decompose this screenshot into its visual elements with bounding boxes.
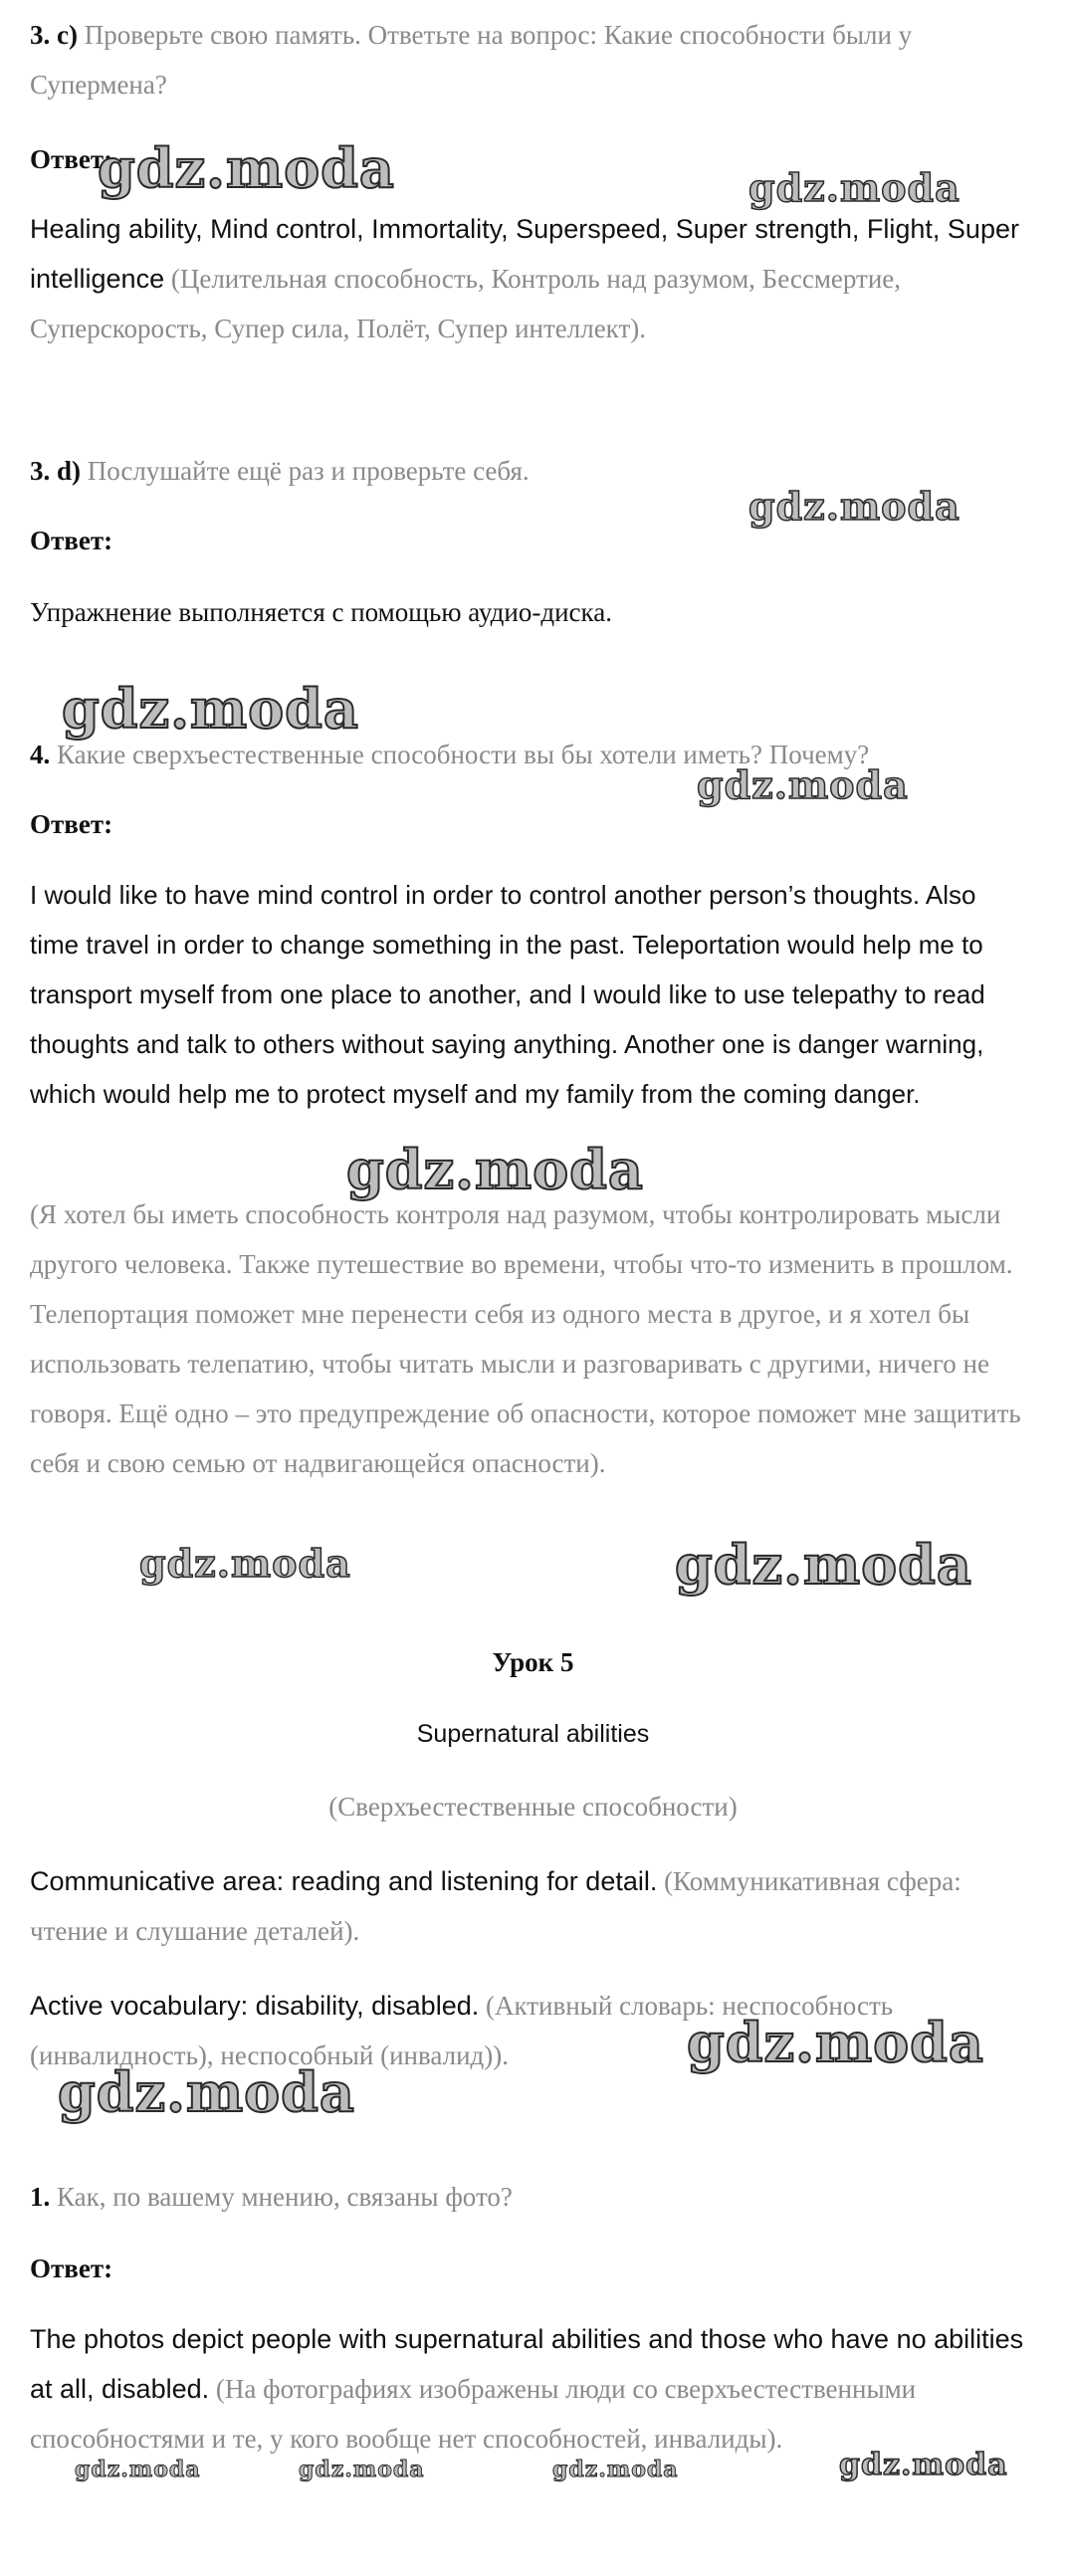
question-number: 4. <box>30 740 51 769</box>
answer-label: Ответ: <box>30 2254 113 2283</box>
answer-translation: (Целительная способность, Контроль над разумом, Бессмертие, Суперскорость, Супер сила, Полёт, Супер интеллект). <box>30 264 902 343</box>
question-number: 3. c) <box>30 20 78 50</box>
watermark: gdz.moda <box>75 2457 201 2482</box>
active-vocabulary <box>30 1981 1025 2080</box>
watermark: gdz.moda <box>675 1533 972 1597</box>
answer-4-translation: (Я хотел бы иметь способность контроля над разумом, чтобы контролировать мысли другого человека. Также путешествие во времени, чтобы что-то изменить в прошлом. Телепортация поможет мне перенести себя из одного места в другое, и я хотел бы использовать телепатию, чтобы читать мысли и разговаривать с другими, ничего не говоря. Ещё одно – это предупреждение об опасности, которое поможет мне защитить себя и свою семью от надвигающейся опасности). <box>30 1199 1021 1478</box>
watermark: gdz.moda <box>139 1541 351 1586</box>
answer-4-english: I would like to have mind control in order to control another person’s thoughts. Also time travel in order to change something in the past. Teleportation would help me to transport myself from one place to another, and I would like to use telepathy to read thoughts and talk to others without saying anything. Another one is danger warning, which would help me to protect myself and my family from the coming danger. <box>30 880 985 1109</box>
question-text: Какие сверхъестественные способности вы бы хотели иметь? Почему? <box>57 740 870 769</box>
watermark: gdz.moda <box>839 2448 1008 2482</box>
answer-english: Healing ability, Mind control, Immortality, Superspeed, Super strength, Flight, Super intelligence <box>30 214 1019 294</box>
communicative-translation: (Коммуникативная сфера: чтение и слушание деталей). <box>30 1866 961 1946</box>
answer-translation: (На фотографиях изображены люди со сверхъестественными способностями и те, у кого вообще нет способностей, инвалиды). <box>30 2374 917 2454</box>
answer-english: The photos depict people with supernatural abilities and those who have no abilities at all, disabled. <box>30 2324 1024 2404</box>
watermark: gdz.moda <box>748 484 960 529</box>
answer-3d: Упражнение выполняется с помощью аудио-диска. <box>30 597 612 627</box>
vocabulary-translation: (Активный словарь: неспособность (инвалидность), неспособный (инвалид)). <box>30 1991 894 2070</box>
vocabulary-english: Active vocabulary: disability, disabled. <box>30 1991 480 2021</box>
question-number: 1. <box>30 2182 51 2212</box>
watermark: gdz.moda <box>299 2457 425 2482</box>
answer-label: Ответ: <box>30 526 113 555</box>
question-3c <box>30 10 1025 109</box>
lesson-topic-translation: (Сверхъестественные способности) <box>328 1792 738 1822</box>
watermark: gdz.moda <box>748 165 960 210</box>
question-1 <box>30 2172 1025 2222</box>
question-4 <box>30 730 1025 779</box>
watermark: gdz.moda <box>687 2011 984 2074</box>
question-text: Проверьте свою память. Ответьте на вопрос: Какие способности были у Супермена? <box>30 20 913 100</box>
lesson-topic: Supernatural abilities <box>416 1720 650 1748</box>
watermark: gdz.moda <box>98 136 395 200</box>
question-number: 3. d) <box>30 456 82 486</box>
answer-1 <box>30 2314 1025 2464</box>
lesson-title: Урок 5 <box>492 1647 574 1677</box>
communicative-english: Communicative area: reading and listening for detail. <box>30 1866 658 1896</box>
watermark: gdz.moda <box>697 762 909 807</box>
answer-label: Ответ: <box>30 809 113 839</box>
watermark: gdz.moda <box>552 2457 679 2482</box>
answer-3c <box>30 204 1025 353</box>
watermark: gdz.moda <box>58 2060 355 2124</box>
communicative-area <box>30 1856 1025 1956</box>
answer-label: Ответ: <box>30 144 113 174</box>
question-3d <box>30 446 1025 496</box>
question-text: Послушайте ещё раз и проверьте себя. <box>87 456 530 486</box>
watermark: gdz.moda <box>346 1138 644 1201</box>
watermark: gdz.moda <box>62 677 359 741</box>
question-text: Как, по вашему мнению, связаны фото? <box>57 2182 513 2212</box>
